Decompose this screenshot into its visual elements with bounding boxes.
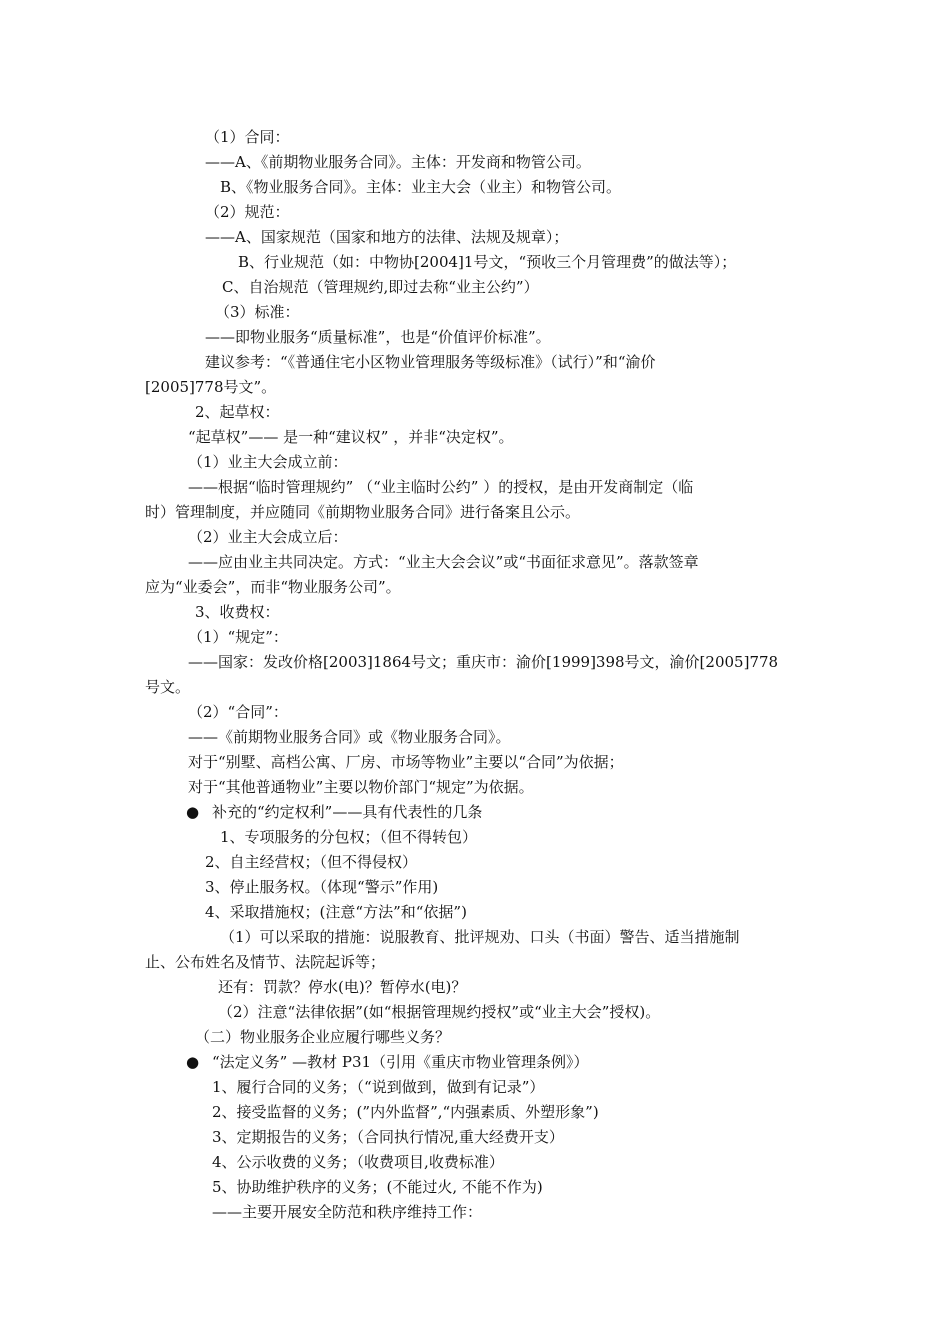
bullet-text: “法定义务” —教材 P31（引用《重庆市物业管理条例》） xyxy=(212,1053,589,1071)
text-line: （1）可以采取的措施：说服教育、批评规劝、口头（书面）警告、适当措施制 xyxy=(220,928,740,946)
text-line: ——主要开展安全防范和秩序维持工作： xyxy=(212,1203,483,1221)
text-line: [2005]778号文”。 xyxy=(145,378,277,396)
text-line: “起草权”—— 是一种“建议权” ，并非“决定权”。 xyxy=(188,428,514,446)
text-line: 1、履行合同的义务；（“说到做到，做到有记录”） xyxy=(212,1078,545,1096)
text-line: 应为“业委会”，而非“物业服务公司”。 xyxy=(145,578,401,596)
text-line: ——《前期物业服务合同》或《物业服务合同》。 xyxy=(188,728,511,746)
text-line: 号文。 xyxy=(145,678,191,696)
bullet-icon: ● xyxy=(186,1053,200,1071)
text-line: 1、专项服务的分包权；（但不得转包） xyxy=(220,828,478,846)
text-line: ——根据“临时管理规约” （“业主临时公约” ）的授权，是由开发商制定（临 xyxy=(188,478,694,496)
text-line: 4、采取措施权；(注意“方法”和“依据”) xyxy=(205,903,467,921)
text-line: 5、协助维护秩序的义务；(不能过火, 不能不作为) xyxy=(212,1178,543,1196)
text-line: （2）业主大会成立后： xyxy=(188,528,348,546)
section-heading: （二）物业服务企业应履行哪些义务？ xyxy=(195,1028,451,1046)
text-line: 2、起草权： xyxy=(195,403,280,421)
text-line: （1）“规定”： xyxy=(188,628,288,646)
text-line: （1）合同： xyxy=(205,128,290,146)
text-line: B、行业规范（如：中物协[2004]1号文，“预收三个月管理费”的做法等）； xyxy=(238,253,737,271)
text-line: （2）规范： xyxy=(205,203,290,221)
text-line: ——即物业服务“质量标准”，也是“价值评价标准”。 xyxy=(205,328,551,346)
text-line: 2、接受监督的义务；(”内外监督”,“内强素质、外塑形象”) xyxy=(212,1103,599,1121)
text-line: 对于“其他普通物业”主要以物价部门“规定”为依据。 xyxy=(188,778,534,796)
text-line: C、自治规范（管理规约,即过去称“业主公约”） xyxy=(222,278,539,296)
text-line: （3）标准： xyxy=(215,303,300,321)
text-line: 4、公示收费的义务；（收费项目,收费标准） xyxy=(212,1153,504,1171)
text-line: 还有：罚款？停水(电)？暂停水(电)？ xyxy=(218,978,467,996)
text-line: ——A、《前期物业服务合同》。主体：开发商和物管公司。 xyxy=(205,153,591,171)
text-line: 建议参考：“《普通住宅小区物业管理服务等级标准》（试行）”和“渝价 xyxy=(205,353,656,371)
text-line: （2）“合同”： xyxy=(188,703,288,721)
text-line: 2、自主经营权；（但不得侵权） xyxy=(205,853,418,871)
text-line: ——应由业主共同决定。方式：“业主大会会议”或“书面征求意见”。落款签章 xyxy=(188,553,699,571)
bullet-line xyxy=(186,1052,589,1072)
text-line: 对于“别墅、高档公寓、厂房、市场等物业”主要以“合同”为依据； xyxy=(188,753,624,771)
bullet-line xyxy=(186,802,482,822)
text-line: B、《物业服务合同》。主体：业主大会（业主）和物管公司。 xyxy=(220,178,622,196)
text-line: ——国家：发改价格[2003]1864号文；重庆市：渝价[1999]398号文，渝价[2005]778 xyxy=(188,653,779,671)
text-line: （1）业主大会成立前： xyxy=(188,453,348,471)
bullet-text: 补充的“约定权利”——具有代表性的几条 xyxy=(212,803,483,821)
text-line: 止、公布姓名及情节、法院起诉等； xyxy=(145,953,386,971)
text-line: ——A、国家规范（国家和地方的法律、法规及规章）； xyxy=(205,228,569,246)
text-line: （2）注意“法律依据”(如“根据管理规约授权”或“业主大会”授权)。 xyxy=(218,1003,661,1021)
text-line: 3、定期报告的义务；（合同执行情况,重大经费开支） xyxy=(212,1128,564,1146)
text-line: 3、收费权： xyxy=(195,603,280,621)
bullet-icon: ● xyxy=(186,803,200,821)
text-line: 3、停止服务权。（体现“警示”作用) xyxy=(205,878,439,896)
text-line: 时）管理制度，并应随同《前期物业服务合同》进行备案且公示。 xyxy=(145,503,581,521)
